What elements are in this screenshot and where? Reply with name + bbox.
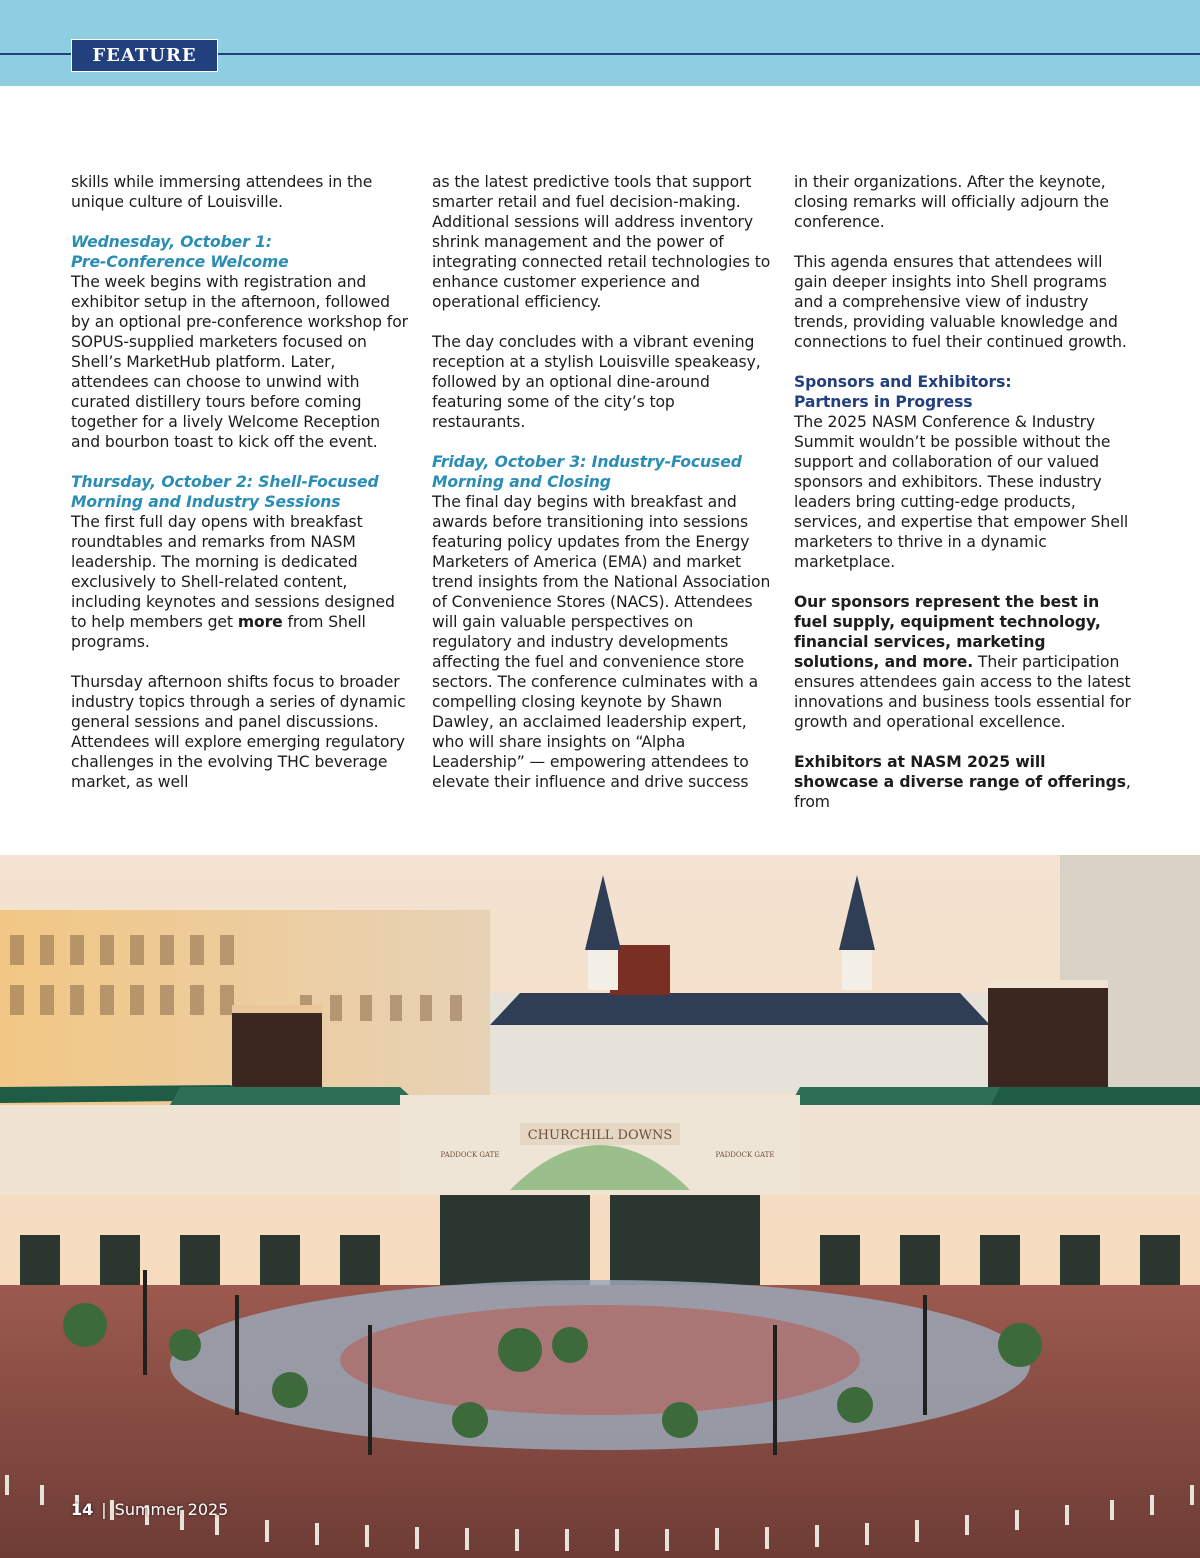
thursday-body-a: The first full day opens with breakfast roundtables and remarks from NASM leadership. The morning is dedicated exclusively to Shell-related content, including keynotes and sessions designed to help members get xyxy=(71,513,395,631)
page-folio xyxy=(71,1500,228,1519)
thursday-section xyxy=(71,472,411,652)
left-gate-text: PADDOCK GATE xyxy=(440,1151,500,1159)
issue-label: Summer 2025 xyxy=(114,1500,229,1519)
right-video-board xyxy=(988,980,1108,1090)
left-video-board xyxy=(232,1005,322,1090)
exhibitors-rest: , from xyxy=(794,773,1131,811)
folio-separator: | xyxy=(101,1500,107,1519)
page-number: 14 xyxy=(71,1500,94,1519)
paragraph: This agenda ensures that attendees will gain deeper insights into Shell programs and a comprehensive view of industry trends, providing valuable knowledge and connections to fuel their continued growth. xyxy=(794,253,1127,351)
exhibitors-bold: Exhibitors at NASM 2025 will showcase a diverse range of offerings xyxy=(794,753,1126,791)
sponsors-body: The 2025 NASM Conference & Industry Summit wouldn’t be possible without the support and collaboration of our valued sponsors and exhibitors. These industry leaders bring cutting-edge products, services, and expertise that empower Shell marketers to thrive in a dynamic marketplace. xyxy=(794,413,1129,571)
right-gate-text: PADDOCK GATE xyxy=(715,1151,775,1159)
paragraph: as the latest predictive tools that support smarter retail and fuel decision-making. Additional sessions will address inventory shrink management and the power of integrating connected retail technologies to enhance customer experience and operational efficiency. xyxy=(432,173,771,311)
article-column-2 xyxy=(432,172,772,792)
sponsors-rest: Their participation ensures attendees gain access to the latest innovations and business tools essential for growth and operational excellence. xyxy=(794,653,1131,731)
subheading-sponsors-2: Partners in Progress xyxy=(794,393,973,411)
paragraph: in their organizations. After the keynote, closing remarks will officially adjourn the conference. xyxy=(794,173,1109,231)
friday-body: The final day begins with breakfast and awards before transitioning into sessions featuring policy updates from the Energy Marketers of America (EMA) and market trend insights from the National Association of Convenience Stores (NACS). Attendees will gain valuable perspectives on regulatory and industry developments affecting the fuel and convenience store sectors. The conference culminates with a compelling closing keynote by Shawn Dawley, an acclaimed leadership expert, who will share insights on “Alpha Leadership” — empowering attendees to elevate their influence and drive success xyxy=(432,493,771,791)
sponsors-bold: Our sponsors represent the best in fuel supply, equipment technology, financial services, marketing solutions, and more. xyxy=(794,593,1101,671)
entrance-sign-text: CHURCHILL DOWNS xyxy=(527,1128,673,1143)
subheading-wednesday-1: Wednesday, October 1: xyxy=(71,233,272,251)
thursday-body-bold: more xyxy=(237,613,283,631)
subheading-thursday-2: Morning and Industry Sessions xyxy=(71,493,341,511)
paragraph xyxy=(794,592,1134,732)
article-column-1 xyxy=(71,172,411,792)
paragraph: The day concludes with a vibrant evening reception at a stylish Louisville speakeasy, followed by an optional dine-around featuring some of the city’s top restaurants. xyxy=(432,333,761,431)
sponsors-section xyxy=(794,372,1134,572)
wednesday-section xyxy=(71,232,411,452)
wednesday-body: The week begins with registration and exhibitor setup in the afternoon, followed by an optional pre-conference workshop for SOPUS-supplied marketers focused on Shell’s MarketHub platform. Later, attendees can choose to unwind with curated distillery tours before coming together for a lively Welcome Reception and bourbon toast to kick off the event. xyxy=(71,273,408,451)
subheading-friday-1: Friday, October 3: Industry-Focused xyxy=(432,453,742,471)
paragraph: skills while immersing attendees in the unique culture of Louisville. xyxy=(71,173,373,211)
friday-section xyxy=(432,452,772,792)
subheading-sponsors-1: Sponsors and Exhibitors: xyxy=(794,373,1012,391)
subheading-wednesday-2: Pre-Conference Welcome xyxy=(71,253,289,271)
paragraph xyxy=(794,752,1134,812)
section-tab: FEATURE xyxy=(71,39,218,72)
churchill-downs-photo xyxy=(0,855,1200,1558)
thursday-body-b: from Shell programs. xyxy=(71,613,366,651)
subheading-friday-2: Morning and Closing xyxy=(432,473,611,491)
paragraph: Thursday afternoon shifts focus to broader industry topics through a series of dynamic general sessions and panel discussions. Attendees will explore emerging regulatory challenges in the evolving THC beverage market, as well xyxy=(71,673,406,791)
article-column-3 xyxy=(794,172,1134,812)
subheading-thursday-1: Thursday, October 2: Shell-Focused xyxy=(71,473,379,491)
